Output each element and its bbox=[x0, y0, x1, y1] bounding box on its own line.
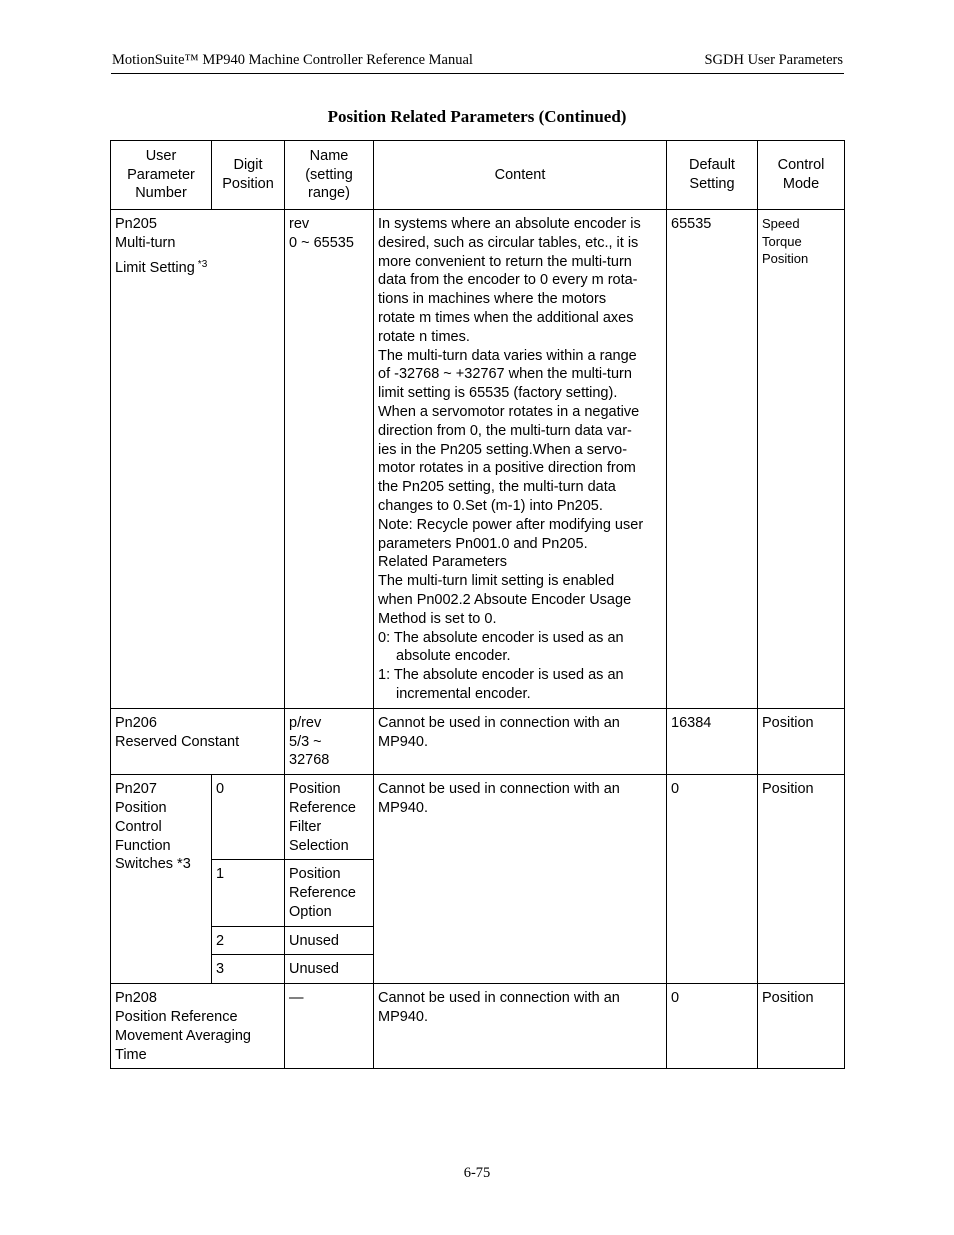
table-header-row bbox=[111, 141, 845, 210]
content-line: of -32768 ~ +32767 when the multi-turn bbox=[378, 366, 632, 383]
pn207-digit-1-name bbox=[285, 860, 374, 926]
pn206-content-cell bbox=[374, 708, 667, 774]
col-header-default-setting bbox=[667, 141, 758, 210]
col-header-digit-position bbox=[212, 141, 285, 210]
table-row-pn207-digit-0 bbox=[111, 775, 845, 860]
header-line: Position bbox=[222, 176, 274, 192]
content-line: limit setting is 65535 (factory setting). bbox=[378, 385, 618, 402]
manual-title: MotionSuite™ MP940 Machine Controller Reference Manual bbox=[112, 52, 473, 68]
pn207-digit-1: 1 bbox=[212, 860, 285, 926]
control-mode: Torque bbox=[762, 233, 802, 249]
pn207-digit-0: 0 bbox=[212, 775, 285, 860]
param-label-line: Multi-turn bbox=[115, 234, 176, 251]
pn205-name-cell bbox=[285, 210, 374, 709]
param-label-line: Control bbox=[115, 818, 162, 835]
header-line: range) bbox=[308, 185, 350, 202]
content-line: changes to 0.Set (m-1) into Pn205. bbox=[378, 497, 603, 514]
table-row-pn208 bbox=[111, 984, 845, 1069]
pn207-number-cell bbox=[111, 775, 212, 984]
setting-range: 32768 bbox=[289, 752, 330, 769]
pn207-content-cell bbox=[374, 775, 667, 984]
pn207-default-cell: 0 bbox=[667, 775, 758, 984]
header-line: Name bbox=[309, 147, 349, 164]
setting-range: 0 ~ 65535 bbox=[289, 234, 354, 251]
content-line: parameters Pn001.0 and Pn205. bbox=[378, 535, 588, 552]
pn208-number-cell bbox=[111, 984, 285, 1069]
pn205-number-cell bbox=[111, 210, 285, 709]
name-line: Position bbox=[289, 866, 341, 883]
content-line: The multi-turn limit setting is enabled bbox=[378, 573, 615, 590]
pn205-control-cell bbox=[758, 210, 845, 709]
col-header-user-parameter-number bbox=[111, 141, 212, 210]
pn208-control-cell: Position bbox=[758, 984, 845, 1069]
section-title: SGDH User Parameters bbox=[704, 52, 843, 68]
table-row-pn205 bbox=[111, 210, 845, 709]
pn208-name-cell: — bbox=[285, 984, 374, 1069]
pn208-content-cell bbox=[374, 984, 667, 1069]
unit: rev bbox=[289, 216, 310, 232]
setting-range: 5/3 ~ bbox=[289, 733, 322, 750]
pn206-default-cell: 16384 bbox=[667, 708, 758, 774]
parameters-table bbox=[110, 140, 845, 1069]
param-label-line bbox=[115, 256, 280, 278]
pn205-content-cell bbox=[374, 210, 667, 709]
running-header bbox=[111, 52, 844, 74]
content-line: MP940. bbox=[378, 1009, 428, 1026]
pn207-control-cell: Position bbox=[758, 775, 845, 984]
pn206-control-cell: Position bbox=[758, 708, 845, 774]
header-line: Digit bbox=[233, 157, 263, 174]
content-line: MP940. bbox=[378, 733, 428, 750]
param-label-text: Limit Setting bbox=[115, 259, 195, 276]
header-line: User bbox=[145, 147, 177, 164]
header-line: Number bbox=[135, 185, 187, 202]
pn205-default-cell: 65535 bbox=[667, 210, 758, 709]
content-line: Cannot be used in connection with an bbox=[378, 781, 620, 798]
content-line: direction from 0, the multi-turn data var- bbox=[378, 422, 632, 439]
name-line: Reference bbox=[289, 799, 356, 816]
param-label-line: Reserved Constant bbox=[115, 733, 240, 750]
param-label-line: Position Reference bbox=[115, 1009, 238, 1026]
header-line: (setting bbox=[305, 166, 353, 183]
col-header-name bbox=[285, 141, 374, 210]
content-line: Method is set to 0. bbox=[378, 610, 497, 627]
col-header-content: Content bbox=[374, 141, 667, 210]
pn207-digit-3: 3 bbox=[212, 955, 285, 984]
content-line: rotate n times. bbox=[378, 328, 470, 345]
content-line: tions in machines where the motors bbox=[378, 291, 607, 308]
param-number: Pn206 bbox=[115, 714, 157, 731]
col-header-control-mode bbox=[758, 141, 845, 210]
option-line-indented: absolute encoder. bbox=[396, 648, 511, 665]
footnote-mark: *3 bbox=[197, 258, 208, 270]
option-line-indented: incremental encoder. bbox=[396, 685, 531, 702]
name-line: Reference bbox=[289, 885, 356, 902]
content-line: desired, such as circular tables, etc., it is bbox=[378, 234, 639, 251]
header-line: Control bbox=[777, 157, 825, 174]
pn207-digit-2-name: Unused bbox=[285, 926, 374, 955]
pn206-number-cell bbox=[111, 708, 285, 774]
header-line: Mode bbox=[782, 176, 820, 192]
option-line: 0: The absolute encoder is used as an bbox=[378, 629, 624, 646]
header-line: Default bbox=[689, 157, 735, 174]
table-title: Position Related Parameters (Continued) bbox=[327, 107, 627, 126]
name-line: Position bbox=[289, 781, 341, 798]
name-line: Filter bbox=[289, 818, 322, 835]
content-line: more convenient to return the multi-turn bbox=[378, 253, 632, 270]
content-line: The multi-turn data varies within a range bbox=[378, 347, 637, 364]
name-line: Option bbox=[289, 903, 332, 920]
content-line: When a servomotor rotates in a negative bbox=[378, 403, 640, 420]
pn207-digit-0-name bbox=[285, 775, 374, 860]
param-number: Pn208 bbox=[115, 990, 157, 1007]
content-line: Note: Recycle power after modifying user bbox=[378, 516, 644, 533]
param-label-line: Movement Averaging bbox=[115, 1027, 251, 1044]
header-line: Setting bbox=[689, 176, 735, 192]
header-line: Parameter bbox=[127, 166, 195, 183]
unit: p/rev bbox=[289, 714, 322, 731]
content-line: MP940. bbox=[378, 799, 428, 816]
pn207-digit-2: 2 bbox=[212, 926, 285, 955]
param-label-line: Switches *3 bbox=[115, 856, 191, 873]
param-number: Pn205 bbox=[115, 216, 157, 232]
option-line: 1: The absolute encoder is used as an bbox=[378, 667, 624, 684]
content-line: Cannot be used in connection with an bbox=[378, 990, 620, 1007]
name-line: Selection bbox=[289, 837, 349, 854]
content-line: when Pn002.2 Absoute Encoder Usage bbox=[378, 591, 632, 608]
content-line: Cannot be used in connection with an bbox=[378, 714, 620, 731]
table-row-pn206 bbox=[111, 708, 845, 774]
param-label-line: Function bbox=[115, 837, 171, 854]
content-line: In systems where an absolute encoder is bbox=[378, 216, 641, 232]
pn207-digit-3-name: Unused bbox=[285, 955, 374, 984]
content-line: ies in the Pn205 setting.When a servo- bbox=[378, 441, 628, 458]
pn206-name-cell bbox=[285, 708, 374, 774]
param-number: Pn207 bbox=[115, 781, 157, 798]
control-mode: Position bbox=[762, 251, 809, 266]
content-line: Related Parameters bbox=[378, 554, 507, 571]
page-number: 6-75 bbox=[463, 1165, 491, 1181]
pn208-default-cell: 0 bbox=[667, 984, 758, 1069]
content-line: data from the encoder to 0 every m rota- bbox=[378, 272, 638, 289]
content-line: rotate m times when the additional axes bbox=[378, 309, 634, 326]
content-line: the Pn205 setting, the multi-turn data bbox=[378, 479, 616, 496]
param-label-line: Time bbox=[115, 1046, 147, 1063]
content-line: motor rotates in a positive direction from bbox=[378, 460, 636, 477]
param-label-line: Position bbox=[115, 799, 167, 816]
control-mode: Speed bbox=[762, 216, 800, 231]
